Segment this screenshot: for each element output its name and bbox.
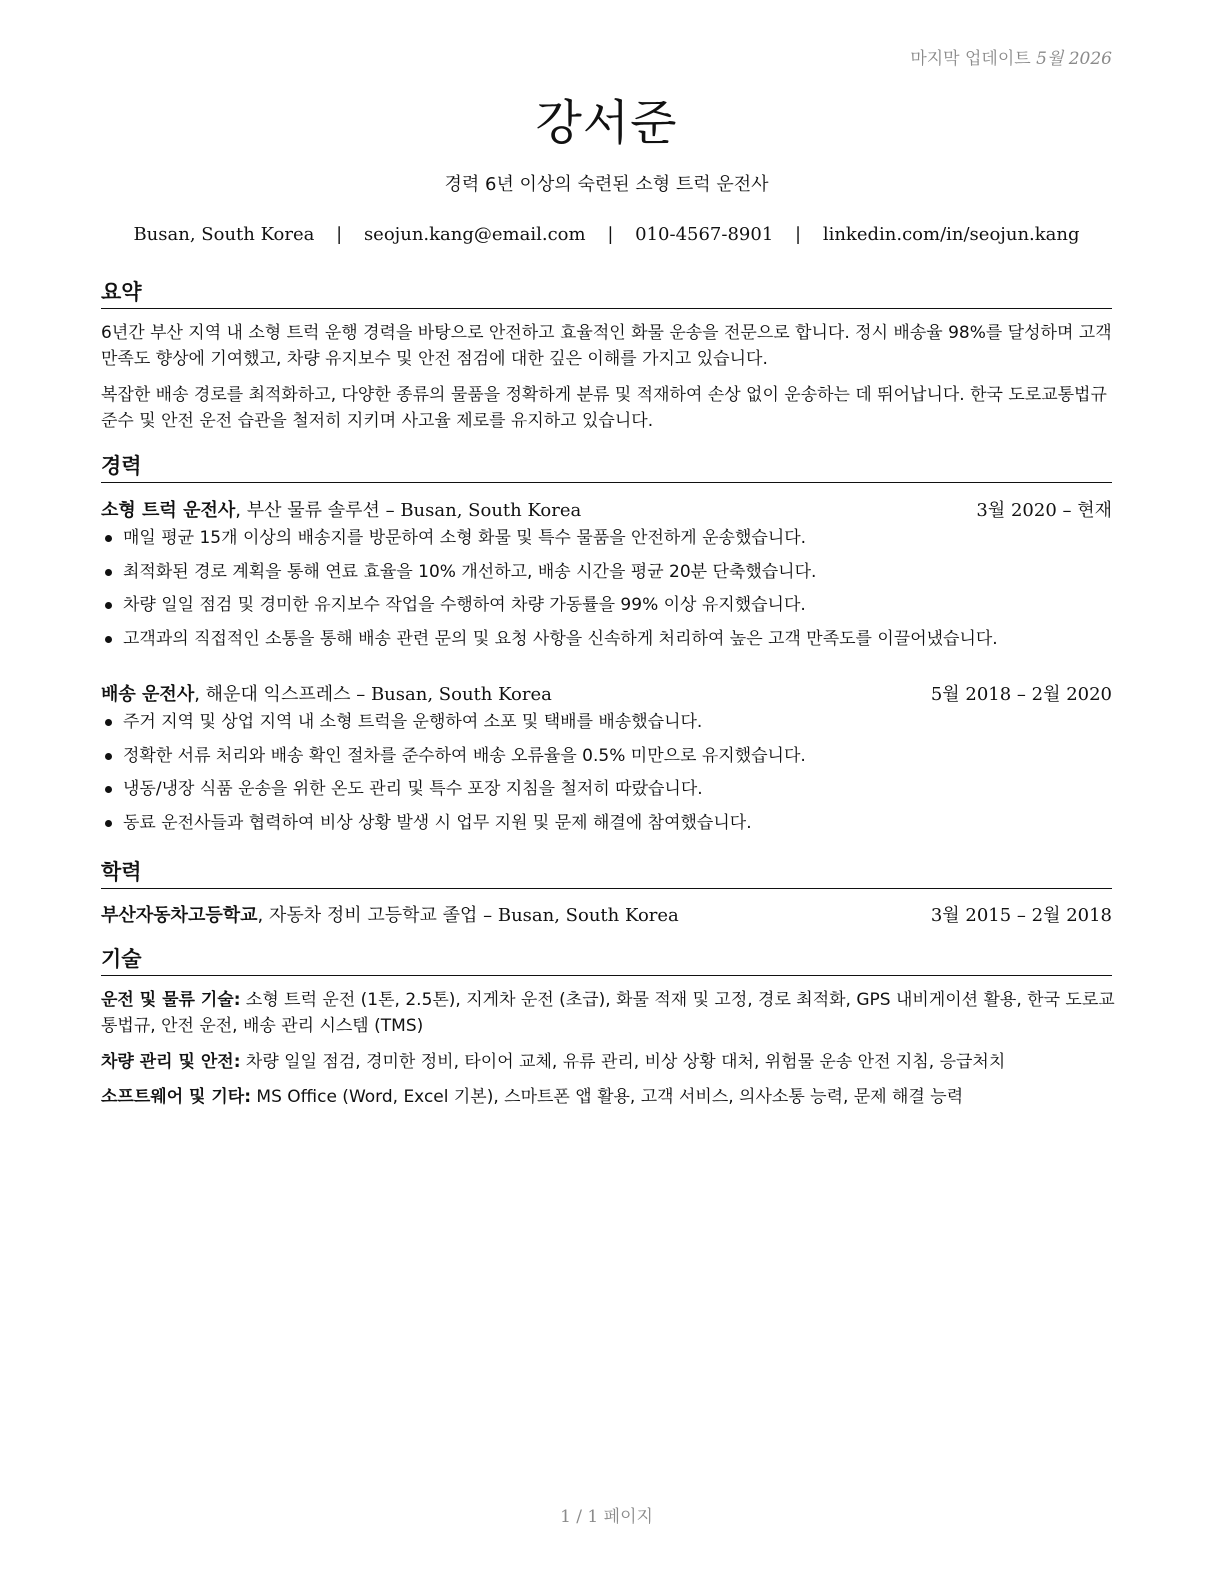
job-role: 배송 운전사 (101, 684, 195, 705)
skill-group-label: 차량 관리 및 안전: (101, 1052, 241, 1072)
skill-group (101, 987, 1121, 1039)
job-bullets (101, 525, 1112, 659)
job-company: 부산 물류 솔루션 (246, 500, 380, 521)
contact-linkedin[interactable]: linkedin.com/in/seojun.kang (822, 224, 1080, 245)
contact-separator: | (607, 224, 614, 245)
job-dates: 3월 2020 – 현재 (976, 500, 1112, 521)
job-company: 해운대 익스프레스 (205, 684, 351, 705)
summary-paragraph: 6년간 부산 지역 내 소형 트럭 운행 경력을 바탕으로 안전하고 효율적인 화물 운송을 전문으로 합니다. 정시 배송율 98%를 달성하며 고객 만족도 향상에 기여했고, 차량 유지보수 및 안전 점검에 대한 깊은 이해를 가지고 있습니다. (101, 323, 1112, 369)
contact-location: Busan, South Korea (133, 224, 315, 245)
resume-page (101, 0, 1115, 1584)
last-updated-label: 마지막 업데이트 (910, 49, 1031, 69)
education-location: Busan, South Korea (497, 905, 679, 926)
education-school: 부산자동차고등학교 (101, 905, 258, 926)
page-number: 1 / 1 페이지 (560, 1507, 653, 1527)
summary-paragraph: 복잡한 배송 경로를 최적화하고, 다양한 종류의 물품을 정확하게 분류 및 적재하여 손상 없이 운송하는 데 뛰어납니다. 한국 도로교통법규 준수 및 안전 운전 습관을 철저히 지키며 사고율 제로를 유지하고 있습니다. (101, 385, 1107, 431)
last-updated-date: 5월 2026 (1036, 49, 1112, 69)
education-entry: 부산자동차고등학교, 자동차 정비 고등학교 졸업 – Busan, South Korea 3월 2015 – 2월 2018 (101, 901, 1112, 925)
list-item: 최적화된 경로 계획을 통해 연료 효율을 10% 개선하고, 배송 시간을 평균 20분 단축했습니다. (101, 559, 1112, 593)
section-title-education: 학력 (101, 856, 1112, 889)
candidate-tagline: 경력 6년 이상의 숙련된 소형 트럭 운전사 (444, 174, 769, 195)
job-location: Busan, South Korea (370, 684, 552, 705)
section-title-experience: 경력 (101, 450, 1112, 483)
skill-group-text: MS Office (Word, Excel 기본), 스마트폰 앱 활용, 고객 서비스, 의사소통 능력, 문제 해결 능력 (256, 1087, 964, 1107)
job-location: Busan, South Korea (400, 500, 582, 521)
section-title-summary: 요약 (101, 276, 1112, 309)
contact-separator: | (795, 224, 802, 245)
education-dates: 3월 2015 – 2월 2018 (930, 905, 1112, 926)
skill-group-text: 차량 일일 점검, 경미한 정비, 타이어 교체, 유류 관리, 비상 상황 대처, 위험물 운송 안전 지침, 응급처치 (245, 1052, 1006, 1072)
list-item: 매일 평균 15개 이상의 배송지를 방문하여 소형 화물 및 특수 물품을 안전하게 운송했습니다. (101, 525, 1112, 559)
list-item: 차량 일일 점검 및 경미한 유지보수 작업을 수행하여 차량 가동률을 99% 이상 유지했습니다. (101, 592, 1112, 626)
contact-line (101, 224, 1112, 245)
skill-group (101, 1084, 1121, 1110)
education-degree: 자동차 정비 고등학교 졸업 (268, 905, 478, 926)
job-header: 배송 운전사, 해운대 익스프레스 – Busan, South Korea 5월 2018 – 2월 2020 (101, 680, 1112, 704)
job-header: 소형 트럭 운전사, 부산 물류 솔루션 – Busan, South Korea 3월 2020 – 현재 (101, 496, 1112, 520)
last-updated (910, 44, 1112, 69)
list-item: 정확한 서류 처리와 배송 확인 절차를 준수하여 배송 오류율을 0.5% 미만으로 유지했습니다. (101, 743, 1112, 777)
skill-group-label: 소프트웨어 및 기타: (101, 1087, 252, 1107)
contact-phone: 010-4567-8901 (635, 224, 774, 245)
job-role: 소형 트럭 운전사 (101, 500, 236, 521)
list-item: 동료 운전사들과 협력하여 비상 상황 발생 시 업무 지원 및 문제 해결에 참여했습니다. (101, 810, 1112, 844)
skill-group (101, 1049, 1121, 1075)
candidate-name: 강서준 (535, 95, 678, 151)
contact-email[interactable]: seojun.kang@email.com (363, 224, 586, 245)
skill-group-text: 소형 트럭 운전 (1톤, 2.5톤), 지게차 운전 (초급), 화물 적재 및 고정, 경로 최적화, GPS 내비게이션 활용, 한국 도로교통법규, 안전 운전, 배송 관리 시스템 (TMS) (101, 990, 1115, 1036)
list-item: 고객과의 직접적인 소통을 통해 배송 관련 문의 및 요청 사항을 신속하게 처리하여 높은 고객 만족도를 이끌어냈습니다. (101, 626, 1112, 660)
contact-separator: | (336, 224, 343, 245)
list-item: 냉동/냉장 식품 운송을 위한 온도 관리 및 특수 포장 지침을 철저히 따랐습니다. (101, 776, 1112, 810)
job-bullets (101, 709, 1112, 843)
section-title-skills: 기술 (101, 943, 1112, 976)
skill-group-label: 운전 및 물류 기술: (101, 990, 241, 1010)
job-dates: 5월 2018 – 2월 2020 (930, 684, 1112, 705)
list-item: 주거 지역 및 상업 지역 내 소형 트럭을 운행하여 소포 및 택배를 배송했습니다. (101, 709, 1112, 743)
